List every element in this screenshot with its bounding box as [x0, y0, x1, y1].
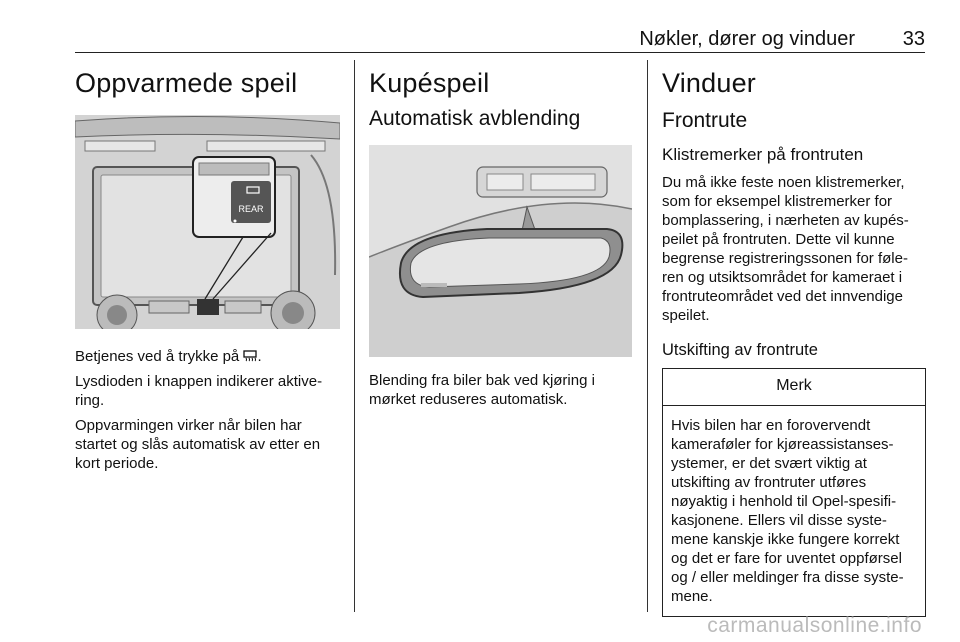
column-heated-mirrors — [75, 60, 340, 473]
mirror-drawing — [369, 145, 632, 357]
paragraph: Blending fra biler bak ved kjøring i mørket reduseres automatisk. — [369, 372, 595, 408]
dashboard-illustration — [75, 115, 340, 329]
paragraph: Lysdioden i knappen indikerer aktive-ring. — [75, 373, 323, 409]
watermark: carmanualsonline.info — [707, 614, 922, 637]
subheading-windscreen-replacement: Utskifting av frontrute — [662, 341, 818, 359]
column-divider — [354, 60, 355, 612]
heading-interior-mirror: Kupéspeil — [369, 68, 490, 98]
paragraph-text: Betjenes ved å trykke på — [75, 348, 240, 365]
note-box — [662, 368, 926, 617]
mirror-illustration — [369, 145, 632, 357]
page-header — [75, 26, 925, 53]
dashboard-drawing — [75, 115, 340, 329]
subheading-stickers: Klistremerker på frontruten — [662, 145, 864, 164]
rear-button-label: REAR — [238, 204, 264, 214]
column-divider — [647, 60, 648, 612]
paragraph: Oppvarmingen virker når bilen har startet og slås automatisk av etter en kort periode. — [75, 417, 321, 472]
note-body: Hvis bilen har en forovervendt kameraføler for kjøreassistanses-ystemer, er det svært viktig at utskifting av frontruter utføres nøyaktig i henhold til Opel-spesifi-kasjonene. Ellers vil disse syste-mene kanskje ikke fungere korrekt og det er fare for uventet oppførsel og / eller meldinger fra disse syste-mene. — [671, 417, 904, 605]
rear-window-heater-icon — [243, 350, 257, 362]
paragraph-end: . — [257, 348, 262, 365]
paragraph — [75, 347, 340, 366]
page-number: 33 — [902, 28, 925, 50]
subheading-windscreen: Frontrute — [662, 109, 748, 132]
heading-windows: Vinduer — [662, 68, 756, 98]
subheading-auto-dimming: Automatisk avblending — [369, 107, 581, 130]
heading-heated-mirrors: Oppvarmede speil — [75, 68, 298, 98]
section-title: Nøkler, dører og vinduer — [639, 28, 855, 50]
note-title: Merk — [663, 369, 925, 406]
column-interior-mirror — [369, 60, 634, 409]
column-windows — [662, 60, 926, 617]
paragraph: Du må ikke feste noen klistremerker, som for eksempel klistremerker for bomplassering, i nærheten av kupés-peilet på frontruten. Dette vil kunne begrense registreringssonen for føle-ren og utsiktsområdet for kameraet i frontruteområdet ved det innvendige speilet. — [662, 174, 909, 324]
